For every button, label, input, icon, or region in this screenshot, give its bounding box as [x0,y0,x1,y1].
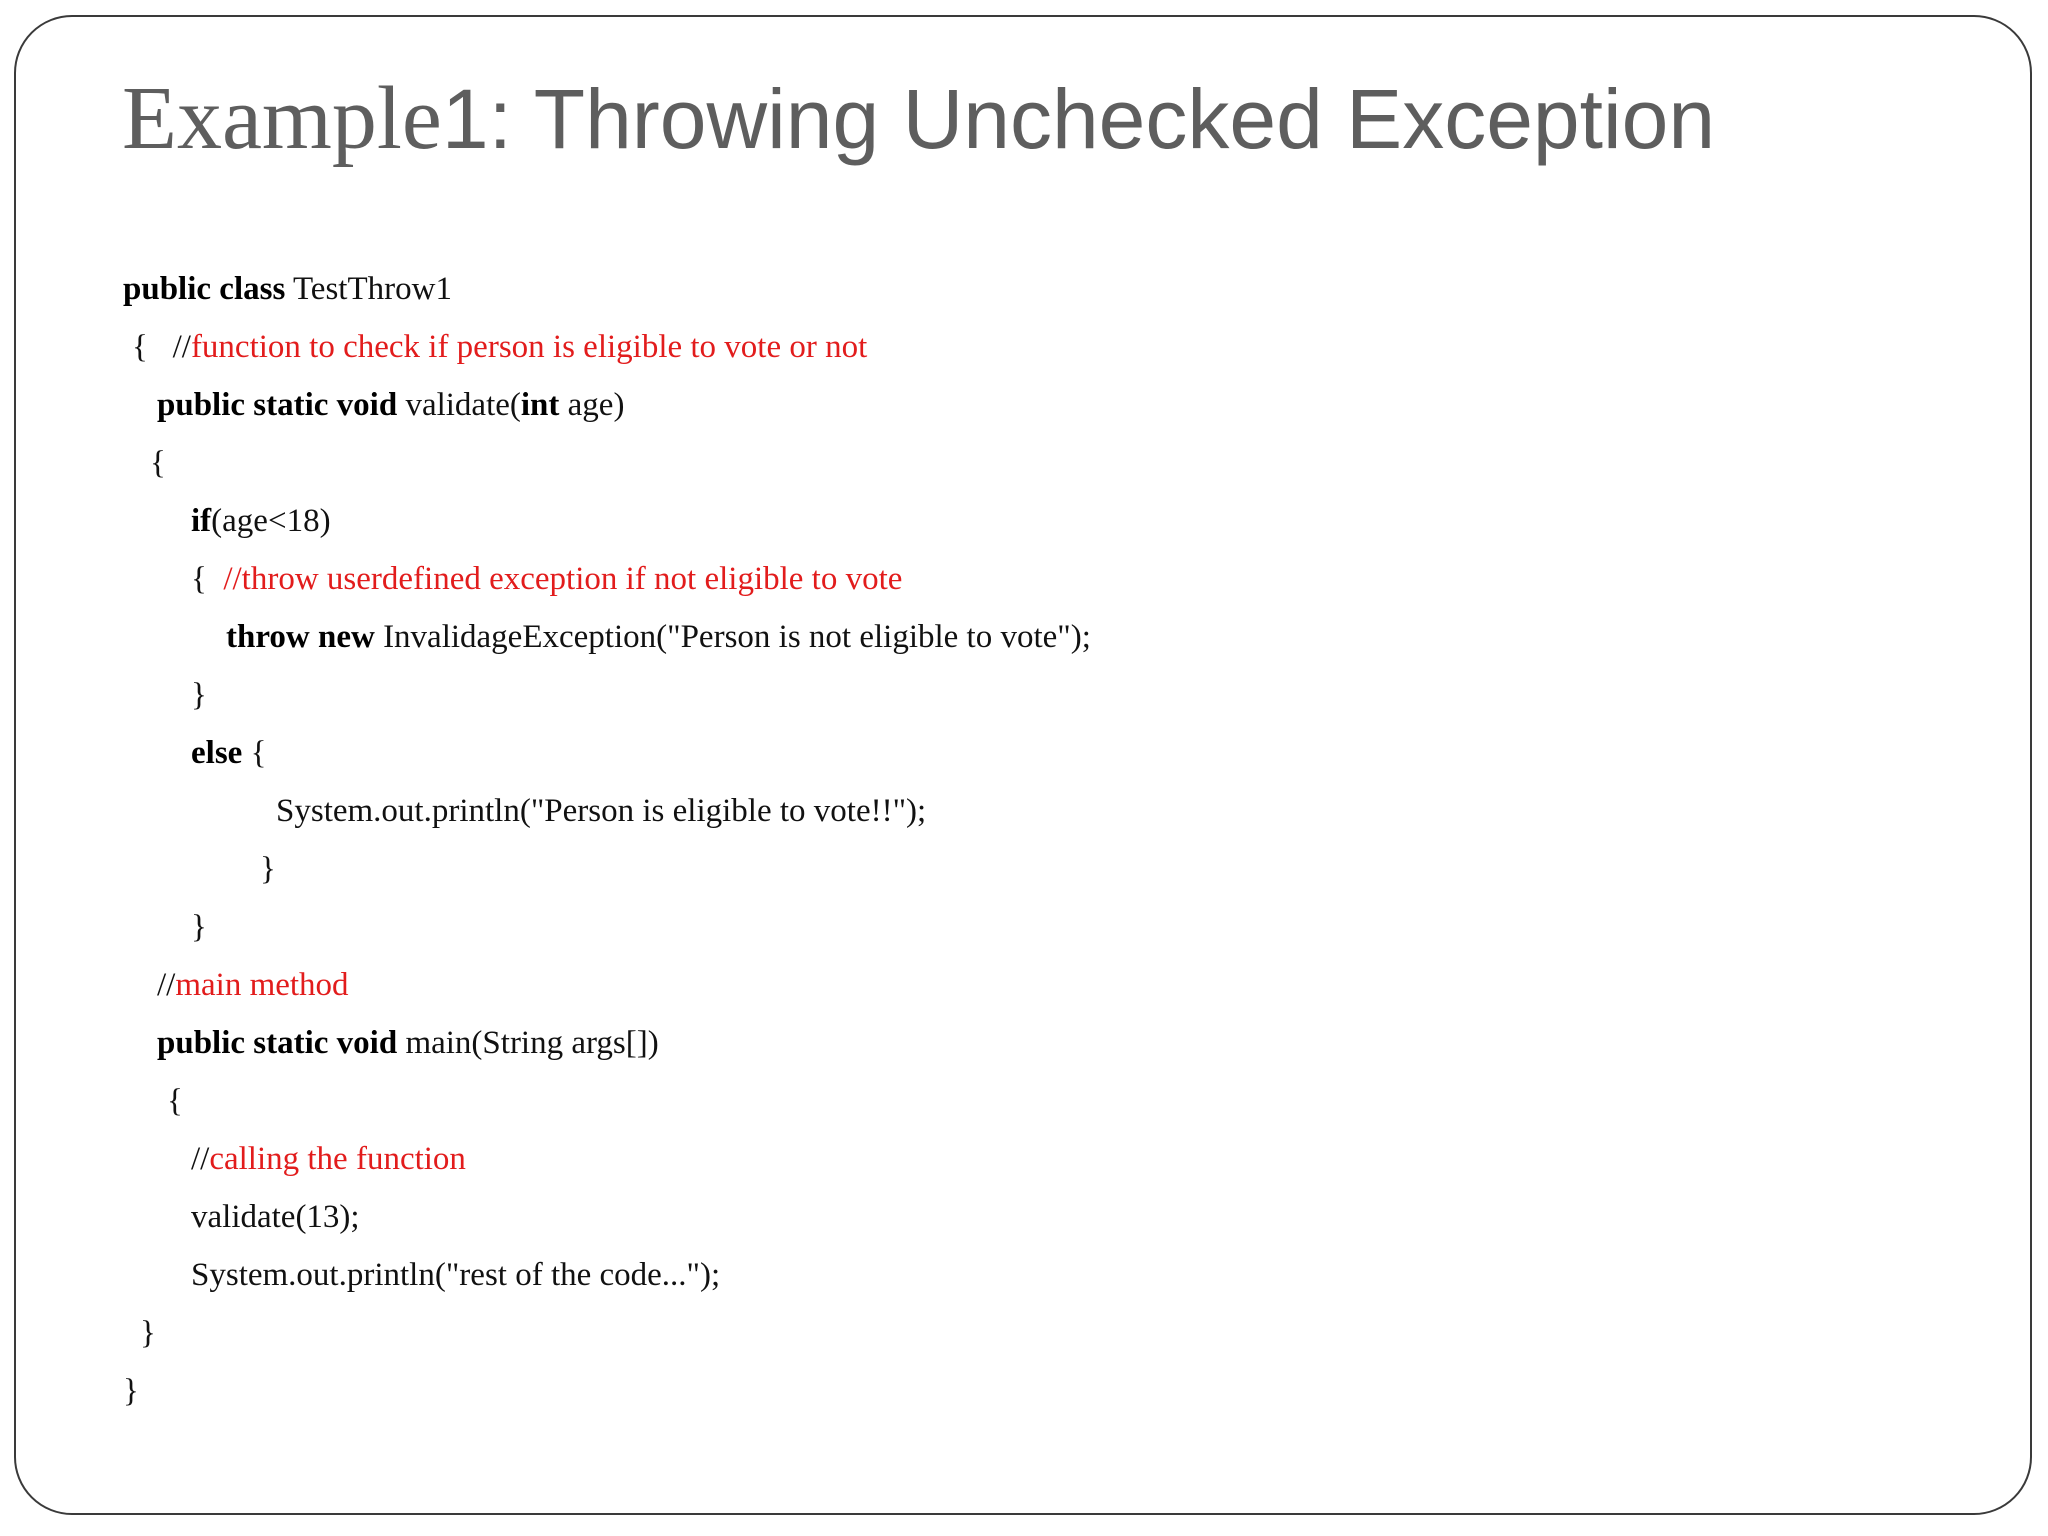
title-part-example: Example [122,69,442,168]
code-line-validate-call: validate(13); [191,1199,360,1235]
code-line-validate-signature: public static void validate(int age) [157,387,625,423]
title-part-heading: 1: Throwing Unchecked Exception [441,72,1716,166]
code-line-close-brace: } [191,677,207,713]
code-line-comment-main: //main method [157,967,349,1003]
code-line-comment-calling: //calling the function [191,1141,466,1177]
code-line-println-rest: System.out.println("rest of the code..."); [191,1257,721,1293]
code-line-comment-throw: { //throw userdefined exception if not eligible to vote [191,561,903,597]
code-line-if-condition: if(age<18) [191,503,331,539]
code-line-close-brace: } [140,1315,156,1351]
code-line-close-brace: } [260,851,276,887]
code-line-close-brace: } [123,1373,139,1409]
code-line-class-declaration: public class TestThrow1 [123,271,452,307]
code-line-comment-function: { //function to check if person is eligible to vote or not [132,329,868,365]
code-line-else: else { [191,735,267,771]
code-line-println-eligible: System.out.println("Person is eligible to vote!!"); [276,793,927,829]
code-line-open-brace: { [150,445,166,481]
code-line-open-brace: { [167,1083,183,1119]
code-line-throw-statement: throw new InvalidageException("Person is not eligible to vote"); [226,619,1091,655]
code-line-main-signature: public static void main(String args[]) [157,1025,659,1061]
code-line-close-brace: } [191,909,207,945]
